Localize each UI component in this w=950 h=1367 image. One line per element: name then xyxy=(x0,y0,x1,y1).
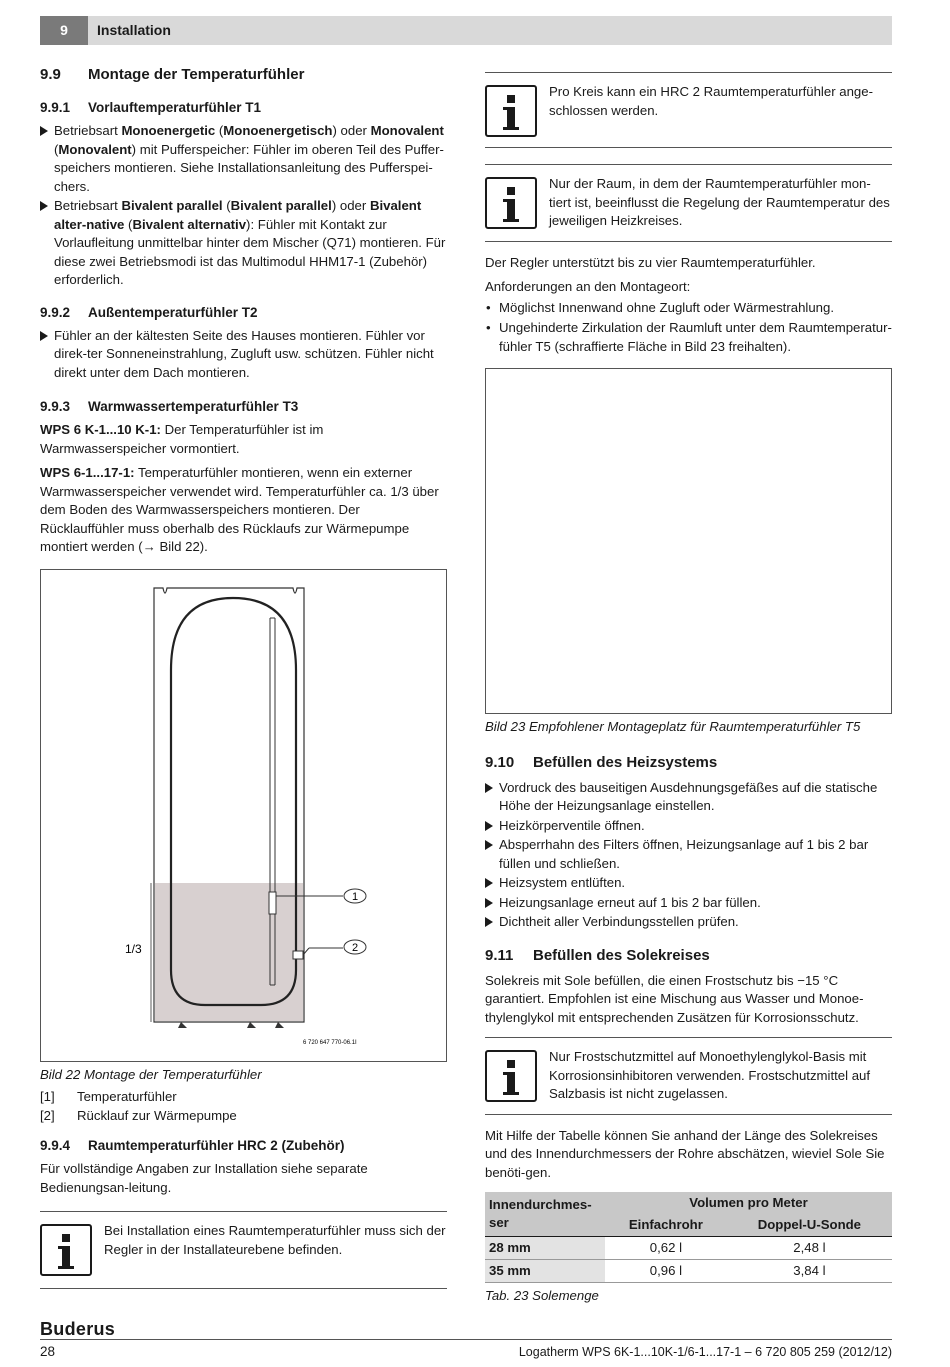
dimension-label: 1/3 xyxy=(125,941,142,956)
subsection-heading: 9.9.3 Warmwassertemperaturfühler T3 xyxy=(40,399,299,414)
column-header: Volumen pro Meter xyxy=(605,1192,892,1214)
subsection-heading: 9.9.1 Vorlauftemperaturfühler T1 xyxy=(40,100,262,115)
figure-22 xyxy=(40,569,447,1062)
section-heading: 9.10 Befüllen des Heizsystems xyxy=(485,753,718,771)
paragraph: Anforderungen an den Montageort: xyxy=(485,279,691,294)
info-note: Bei Installation eines Raumtemperaturfühler muss sich der Regler in der Installateurebene befinden. xyxy=(40,1211,447,1289)
callout-1: 1 xyxy=(351,890,359,903)
instruction-list xyxy=(40,122,447,290)
info-icon xyxy=(485,1050,537,1102)
legend-item: [1] Temperaturfühler xyxy=(40,1089,177,1104)
figure-code: 6 720 647 770-06.1I xyxy=(303,1039,357,1046)
document-reference: Logatherm WPS 6K-1...10K-1/6-1...17-1 – 6 720 805 259 (2012/12) xyxy=(518,1345,892,1359)
subsection-heading: 9.9.2 Außentemperaturfühler T2 xyxy=(40,304,258,320)
subsection-heading: 9.9.4 Raumtemperaturfühler HRC 2 (Zubehör) xyxy=(40,1138,345,1153)
left-column xyxy=(40,60,447,1301)
figure-caption: Bild 22 Montage der Temperaturfühler xyxy=(40,1066,262,1082)
solemenge-table xyxy=(485,1192,892,1283)
paragraph: Für vollständige Angaben zur Installation siehe separate Bedienungsan-leitung. xyxy=(40,1161,368,1195)
requirements-list xyxy=(485,299,892,357)
chapter-title: Installation xyxy=(97,22,171,38)
list-item: Dichtheit aller Verbindungsstellen prüfen. xyxy=(485,913,892,932)
info-note: Pro Kreis kann ein HRC 2 Raumtemperaturfühler ange-schlossen werden. xyxy=(485,72,892,148)
figure-23 xyxy=(485,368,892,714)
instruction-list xyxy=(40,327,447,383)
callout-2: 2 xyxy=(351,941,359,954)
table-row: 35 mm 0,96 l 3,84 l xyxy=(485,1260,892,1283)
list-item: Vordruck des bauseitigen Ausdehnungsgefäßes auf die statische Höhe der Heizungsanlage einstellen. xyxy=(485,779,892,816)
paragraph: Der Regler unterstützt bis zu vier Raumtemperaturfühler. xyxy=(485,254,816,270)
list-item: Heizsystem entlüften. xyxy=(485,874,892,893)
list-item: • Ungehinderte Zirkulation der Raumluft unter dem Raumtemperatur-fühler T5 (schraffierte Fläche in Bild 23 freihalten). xyxy=(485,319,892,356)
column-header: Doppel-U-Sonde xyxy=(727,1214,892,1237)
section-heading: 9.11 Befüllen des Solekreises xyxy=(485,946,710,964)
paragraph: WPS 6-1...17-1: Temperaturfühler montieren, wenn ein externer Warmwasserspeicher verwendet wird. Temperaturfühler ca. 1/3 über dem Boden des Warmwasserspeichers montieren. Der Rücklauffühler muss oberhalb des Rücklaufs zur Wärmepumpe montiert werden (→ Bild 22). xyxy=(40,465,439,554)
page-number: 28 xyxy=(40,1344,56,1359)
paragraph: Solekreis mit Sole befüllen, die einen Frostschutz bis −15 °C garantiert. Empfohlen ist eine Mischung aus Wasser und Monoe-thylenglykol mit entsprechenden Zusätzen für Korrosionsschutz. xyxy=(485,972,864,1025)
info-icon xyxy=(40,1224,92,1276)
info-note: Nur Frostschutzmittel auf Monoethylenglykol-Basis mit Korrosionsinhibitoren verwenden. Frostschutzmittel auf Salzbasis ist nicht zugelassen. xyxy=(485,1037,892,1115)
list-item: Betriebsart Bivalent parallel (Bivalent parallel) oder Bivalent alter-native (Bivalent alternativ): Fühler mit Kontakt zur Vorlaufleitung unmittelbar hinter dem Mischer (Q71) montieren. Für diese zwei Betriebsmodi ist das Multimodul HHM17-1 (Zubehör) erforderlich. xyxy=(40,197,447,290)
figure-legend xyxy=(40,1088,447,1125)
brand-logo: Buderus xyxy=(40,1319,116,1339)
info-icon xyxy=(485,177,537,229)
list-item: Betriebsart Monoenergetic (Monoenergetisch) oder Monovalent (Monovalent) mit Pufferspeicher: Fühler im oberen Teil des Puffer-speichers montieren. Siehe Installationsanleitung des Pufferspei-chers. xyxy=(40,122,447,196)
legend-item: [2] Rücklauf zur Wärmepumpe xyxy=(40,1107,237,1123)
table-row: 28 mm 0,62 l 2,48 l xyxy=(485,1237,892,1260)
list-item: Fühler an der kältesten Seite des Hauses montieren. Fühler vor direk-ter Sonneneinstrahlung, Zugluft usw. schützen. Fühler nicht direkt unter dem Dach montieren. xyxy=(40,327,447,383)
instruction-list xyxy=(485,779,892,932)
table-caption: Tab. 23 Solemenge xyxy=(485,1288,599,1303)
list-item: Heizungsanlage erneut auf 1 bis 2 bar füllen. xyxy=(485,894,892,913)
figure-caption: Bild 23 Empfohlener Montageplatz für Raumtemperaturfühler T5 xyxy=(485,719,861,734)
list-item: Absperrhahn des Filters öffnen, Heizungsanlage auf 1 bis 2 bar füllen und schließen. xyxy=(485,836,892,873)
chapter-header xyxy=(40,16,892,45)
info-note: Nur der Raum, in dem der Raumtemperaturfühler mon-tiert ist, beeinflusst die Regelung der Raumtemperatur des jeweiligen Heizkreises. xyxy=(485,164,892,242)
section-heading: 9.9 Montage der Temperaturfühler xyxy=(40,66,305,83)
chapter-number: 9 xyxy=(40,16,88,45)
column-header: Einfachrohr xyxy=(605,1214,727,1237)
column-header: Innendurchmes-ser xyxy=(485,1192,605,1237)
footer-divider xyxy=(40,1339,892,1340)
info-icon xyxy=(485,85,537,137)
paragraph: WPS 6 K-1...10 K-1: Der Temperaturfühler ist im Warmwasserspeicher vormontiert. xyxy=(40,422,324,456)
list-item: Heizkörperventile öffnen. xyxy=(485,817,892,836)
right-column xyxy=(485,70,892,1310)
tank-diagram xyxy=(41,570,446,1061)
list-item: • Möglichst Innenwand ohne Zugluft oder Wärmestrahlung. xyxy=(485,299,892,318)
paragraph: Mit Hilfe der Tabelle können Sie anhand der Länge des Solekreises und des Innendurchmessers der Rohre abschätzen, wieviel Sole Sie benöti-gen. xyxy=(485,1127,885,1180)
